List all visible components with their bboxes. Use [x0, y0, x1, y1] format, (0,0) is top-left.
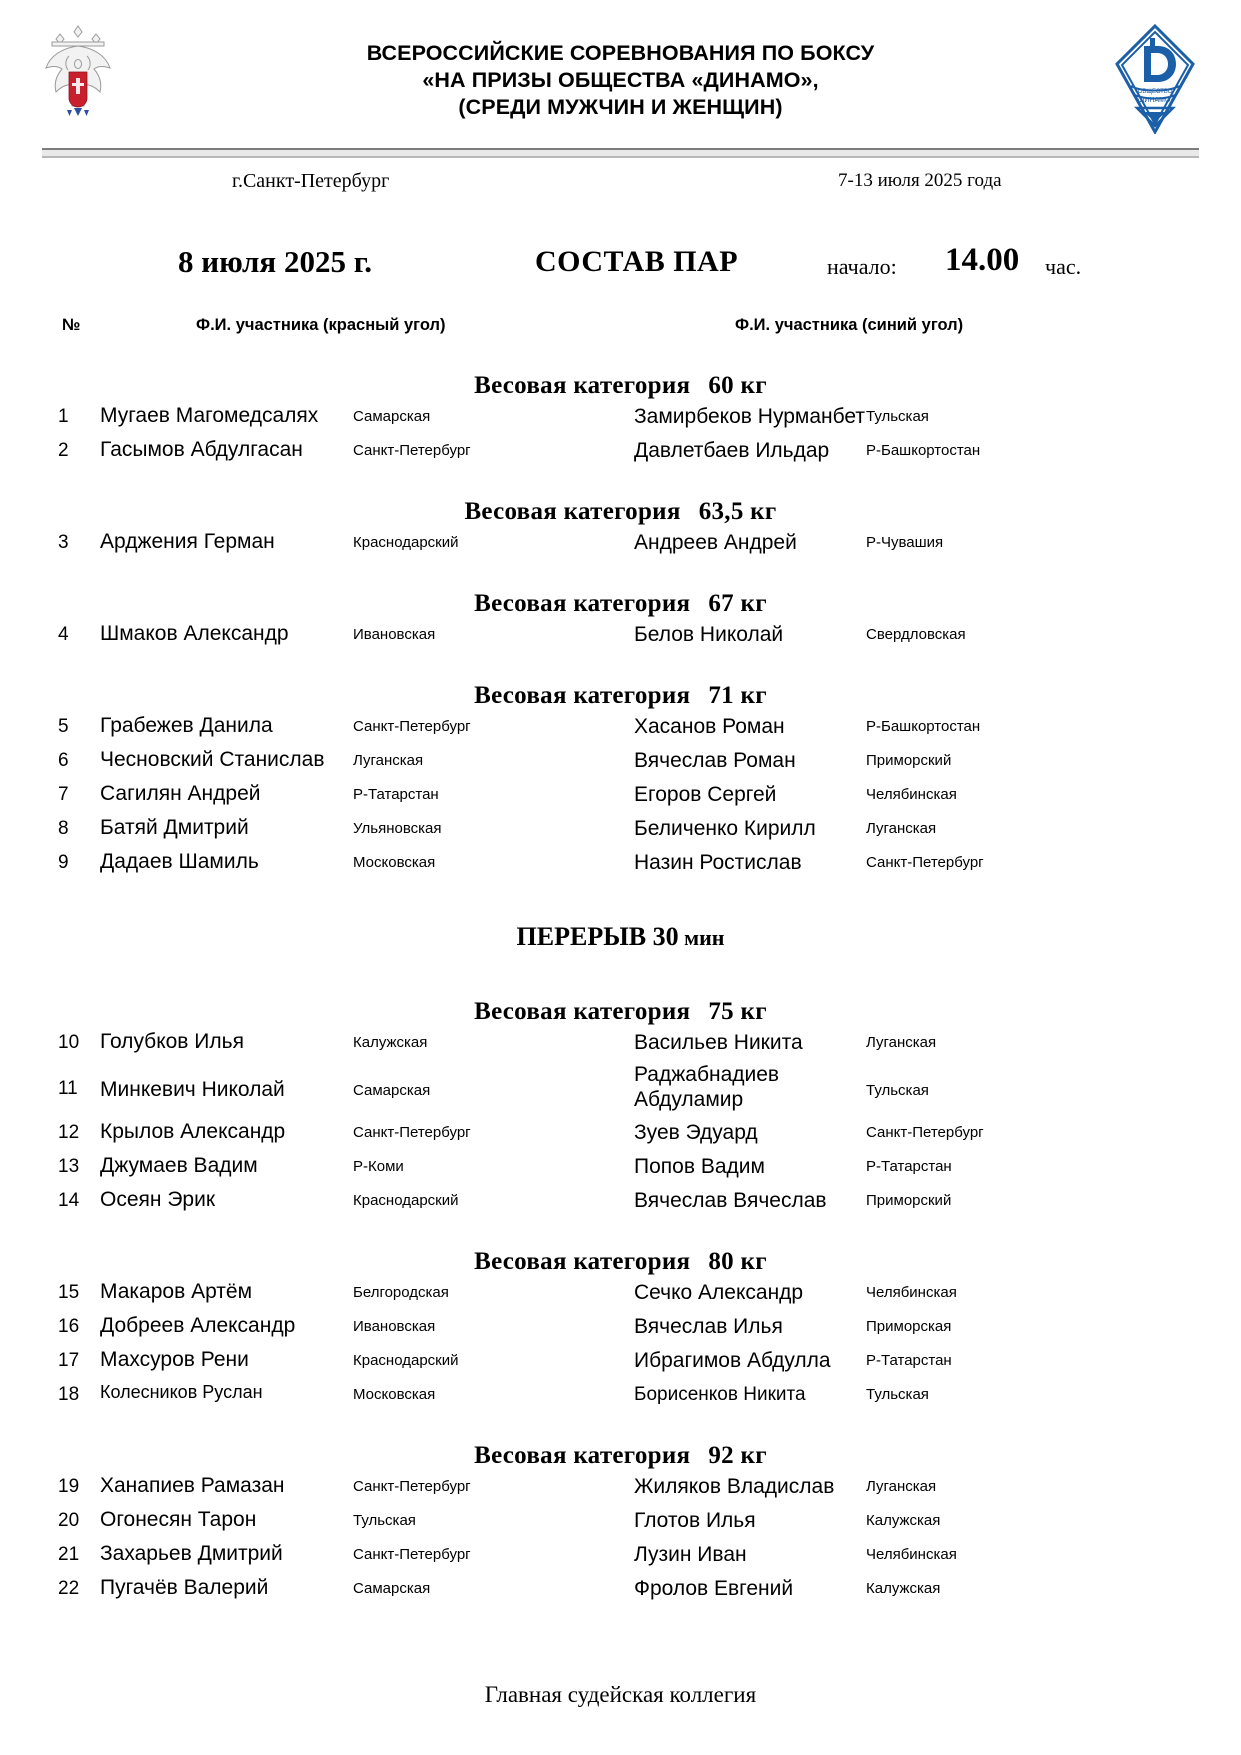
blue-corner-name: Давлетбаев Ильдар [634, 439, 830, 462]
blue-corner-name: Жиляков Владислав [634, 1475, 835, 1498]
table-row [0, 1312, 1241, 1346]
hour-unit: час. [1045, 254, 1082, 279]
blue-corner-region: Р-Татарстан [866, 1158, 952, 1175]
bout-number: 7 [58, 784, 69, 805]
red-corner-region: Ульяновская [353, 820, 442, 837]
blue-corner-name: Егоров Сергей [634, 783, 777, 806]
blue-corner-name: Беличенко Кирилл [634, 817, 816, 840]
section-spacer [0, 562, 1241, 572]
table-row [0, 1152, 1241, 1186]
red-corner-name: Добреев Александр [100, 1314, 296, 1337]
document-header [0, 0, 1241, 140]
red-corner-region: Самарская [353, 408, 431, 425]
red-corner-name: Пугачёв Валерий [100, 1576, 269, 1599]
table-row [0, 436, 1241, 470]
table-row [0, 1540, 1241, 1574]
event-dates: 7-13 июля 2025 года [838, 170, 1002, 191]
table-row [0, 1278, 1241, 1312]
table-row [0, 620, 1241, 654]
red-corner-name: Шмаков Александр [100, 622, 289, 645]
bout-number: 19 [58, 1476, 80, 1497]
blue-corner-region: Тульская [866, 1386, 929, 1403]
red-corner-name: Макаров Артём [100, 1280, 253, 1303]
blue-corner-name: Назин Ростислав [634, 851, 802, 874]
red-corner-name: Ханапиев Рамазан [100, 1474, 285, 1497]
table-row [0, 402, 1241, 436]
header-divider-rule [42, 148, 1199, 158]
blue-corner-region: Приморская [866, 1318, 952, 1335]
blue-corner-region: Тульская [866, 408, 929, 425]
blue-corner-name: Андреев Андрей [634, 531, 797, 554]
table-row [0, 1380, 1241, 1414]
break-unit: мин [678, 925, 725, 950]
red-corner-name: Дадаев Шамиль [100, 850, 259, 873]
blue-corner-name: Вячеслав Роман [634, 749, 796, 772]
weight-category-value: 60 кг [708, 372, 767, 399]
weight-category-heading [0, 664, 1241, 712]
red-corner-region: Санкт-Петербург [353, 718, 471, 735]
section-spacer [0, 654, 1241, 664]
weight-category-heading [0, 980, 1241, 1028]
table-row [0, 528, 1241, 562]
weight-category-label: Весовая категория [474, 372, 691, 399]
blue-corner-name: Белов Николай [634, 623, 784, 646]
blue-corner-name: Раджабнадиев Абдуламир [634, 1063, 780, 1111]
header-title-line-2: «НА ПРИЗЫ ОБЩЕСТВА «ДИНАМО», [422, 68, 819, 92]
break-label: ПЕРЕРЫВ 30 [516, 922, 679, 951]
red-corner-name: Джумаев Вадим [100, 1154, 258, 1177]
red-corner-region: Краснодарский [353, 1192, 459, 1209]
weight-category-value: 71 кг [708, 682, 767, 709]
red-corner-region: Луганская [353, 752, 424, 769]
red-corner-name: Махсуров Рени [100, 1348, 249, 1371]
blue-corner-region: Р-Башкортостан [866, 442, 981, 459]
table-row [0, 1346, 1241, 1380]
place-date-row [0, 166, 1241, 206]
red-corner-name: Чесновский Станислав [100, 748, 325, 771]
weight-category-label: Весовая категория [474, 1442, 691, 1469]
section-spacer [0, 1608, 1241, 1618]
header-title-line-1: ВСЕРОССИЙСКИЕ СОРЕВНОВАНИЯ ПО БОКСУ [366, 41, 875, 65]
bout-number: 3 [58, 532, 69, 553]
red-corner-name: Мугаев Магомедсалях [100, 404, 319, 427]
bout-number: 20 [58, 1510, 80, 1531]
blue-corner-region: Челябинская [866, 786, 957, 803]
blue-corner-region: Луганская [866, 1478, 937, 1495]
blue-corner-name: Зуев Эдуард [634, 1121, 758, 1144]
weight-category-label: Весовая категория [474, 682, 691, 709]
weight-category-heading [0, 1424, 1241, 1472]
red-corner-region: Тульская [353, 1512, 416, 1529]
blue-corner-region: Тульская [866, 1082, 929, 1099]
svg-text:«ДИНАМО»: «ДИНАМО» [1135, 97, 1175, 104]
bout-number: 11 [58, 1078, 78, 1099]
footer-signature: Главная судейская коллегия [484, 1682, 757, 1707]
bout-number: 14 [58, 1190, 80, 1211]
red-corner-name: Батяй Дмитрий [100, 816, 249, 839]
bout-number: 5 [58, 716, 69, 737]
table-row [0, 1506, 1241, 1540]
red-corner-region: Калужская [353, 1034, 428, 1051]
red-corner-name: Захарьев Дмитрий [100, 1542, 283, 1565]
blue-corner-region: Приморский [866, 1192, 952, 1209]
bout-number: 9 [58, 852, 69, 873]
blue-corner-region: Калужская [866, 1512, 941, 1529]
weight-category-heading [0, 572, 1241, 620]
blue-corner-region: Луганская [866, 1034, 937, 1051]
table-row [0, 1574, 1241, 1608]
blue-corner-name: Глотов Илья [634, 1509, 756, 1532]
section-spacer [0, 470, 1241, 480]
bout-number: 21 [58, 1544, 80, 1565]
section-spacer [0, 1414, 1241, 1424]
blue-corner-region: Приморский [866, 752, 952, 769]
session-date: 8 июля 2025 г. [178, 244, 373, 279]
table-row [0, 1472, 1241, 1506]
weight-category-value: 92 кг [708, 1442, 767, 1469]
blue-corner-region: Санкт-Петербург [866, 1124, 984, 1141]
dynamo-society-logo [1111, 24, 1199, 134]
start-time: 14.00 [945, 242, 1020, 278]
table-row [0, 780, 1241, 814]
bout-number: 12 [58, 1122, 80, 1143]
blue-corner-name: Ибрагимов Абдулла [634, 1349, 831, 1372]
column-header-number: № [62, 316, 81, 334]
blue-corner-name: Попов Вадим [634, 1155, 765, 1178]
blue-corner-region: Свердловская [866, 626, 966, 643]
header-title-line-3: (СРЕДИ МУЖЧИН И ЖЕНЩИН) [458, 95, 783, 119]
bout-number: 18 [58, 1384, 80, 1405]
weight-category-heading [0, 480, 1241, 528]
blue-corner-name: Замирбеков Нурманбет [634, 405, 865, 428]
red-corner-region: Ивановская [353, 1318, 436, 1335]
red-corner-region: Краснодарский [353, 534, 459, 551]
weight-category-label: Весовая категория [464, 498, 681, 525]
page-title: СОСТАВ ПАР [535, 245, 739, 278]
red-corner-region: Р-Татарстан [353, 786, 439, 803]
bout-number: 4 [58, 624, 69, 645]
red-corner-region: Московская [353, 1386, 436, 1403]
table-row [0, 814, 1241, 848]
red-corner-region: Санкт-Петербург [353, 1478, 471, 1495]
red-corner-region: Самарская [353, 1580, 431, 1597]
red-corner-name: Сагилян Андрей [100, 782, 261, 805]
table-row [0, 746, 1241, 780]
weight-category-value: 80 кг [708, 1248, 767, 1275]
red-corner-name: Минкевич Николай [100, 1078, 285, 1101]
blue-corner-name: Лузин Иван [634, 1543, 747, 1566]
weight-category-label: Весовая категория [474, 998, 691, 1025]
blue-corner-region: Челябинская [866, 1546, 957, 1563]
blue-corner-region: Р-Чувашия [866, 534, 944, 551]
blue-corner-region: Луганская [866, 820, 937, 837]
blue-corner-region: Калужская [866, 1580, 941, 1597]
bout-number: 2 [58, 440, 69, 461]
event-place: г.Санкт-Петербург [232, 170, 390, 192]
blue-corner-name: Сечко Александр [634, 1281, 804, 1304]
red-corner-region: Санкт-Петербург [353, 1124, 471, 1141]
red-corner-region: Санкт-Петербург [353, 1546, 471, 1563]
start-label: начало: [827, 254, 897, 279]
red-corner-region: Белгородская [353, 1284, 449, 1301]
russian-federation-eagle-emblem [38, 22, 118, 124]
red-corner-region: Самарская [353, 1082, 431, 1099]
red-corner-name: Грабежев Данила [100, 714, 273, 737]
bout-number: 22 [58, 1578, 80, 1599]
weight-category-heading [0, 354, 1241, 402]
bout-number: 17 [58, 1350, 80, 1371]
weight-category-heading [0, 1230, 1241, 1278]
table-column-headers [0, 316, 1241, 350]
bout-number: 6 [58, 750, 69, 771]
blue-corner-name: Вячеслав Вячеслав [634, 1189, 827, 1212]
red-corner-region: Московская [353, 854, 436, 871]
red-corner-name: Арджения Герман [100, 530, 275, 553]
red-corner-region: Р-Коми [353, 1158, 404, 1175]
red-corner-region: Санкт-Петербург [353, 442, 471, 459]
red-corner-name: Колесников Руслан [100, 1382, 263, 1402]
bout-number: 16 [58, 1316, 80, 1337]
weight-category-label: Весовая категория [474, 590, 691, 617]
red-corner-name: Огонесян Тарон [100, 1508, 257, 1531]
blue-corner-name: Хасанов Роман [634, 715, 785, 738]
red-corner-name: Крылов Александр [100, 1120, 286, 1143]
bout-number: 13 [58, 1156, 80, 1177]
section-spacer [0, 1220, 1241, 1230]
column-header-blue-corner: Ф.И. участника (синий угол) [735, 316, 964, 334]
blue-corner-region: Р-Татарстан [866, 1352, 952, 1369]
red-corner-region: Краснодарский [353, 1352, 459, 1369]
svg-text:ОБЩЕСТВО: ОБЩЕСТВО [1137, 89, 1173, 95]
table-row [0, 848, 1241, 882]
header-title-block [150, 40, 1091, 121]
blue-corner-name: Вячеслав Илья [634, 1315, 783, 1338]
bout-number: 8 [58, 818, 69, 839]
column-header-red-corner: Ф.И. участника (красный угол) [196, 316, 446, 334]
session-title-row [0, 244, 1241, 310]
bouts-list [0, 354, 1241, 1618]
table-row [0, 712, 1241, 746]
blue-corner-name: Борисенков Никита [634, 1384, 806, 1405]
weight-category-value: 75 кг [708, 998, 767, 1025]
red-corner-name: Осеян Эрик [100, 1188, 216, 1211]
break-heading [0, 882, 1241, 980]
blue-corner-region: Р-Башкортостан [866, 718, 981, 735]
weight-category-value: 63,5 кг [698, 498, 777, 525]
table-row [0, 1028, 1241, 1062]
weight-category-value: 67 кг [708, 590, 767, 617]
bout-number: 10 [58, 1032, 80, 1053]
blue-corner-region: Челябинская [866, 1284, 957, 1301]
bout-number: 15 [58, 1282, 80, 1303]
table-row [0, 1118, 1241, 1152]
table-row [0, 1062, 1241, 1118]
bout-number: 1 [58, 406, 69, 427]
red-corner-region: Ивановская [353, 626, 436, 643]
table-row [0, 1186, 1241, 1220]
blue-corner-region: Санкт-Петербург [866, 854, 984, 871]
red-corner-name: Гасымов Абдулгасан [100, 438, 303, 461]
blue-corner-name: Фролов Евгений [634, 1577, 794, 1600]
blue-corner-name: Васильев Никита [634, 1031, 803, 1054]
red-corner-name: Голубков Илья [100, 1030, 244, 1053]
weight-category-label: Весовая категория [474, 1248, 691, 1275]
